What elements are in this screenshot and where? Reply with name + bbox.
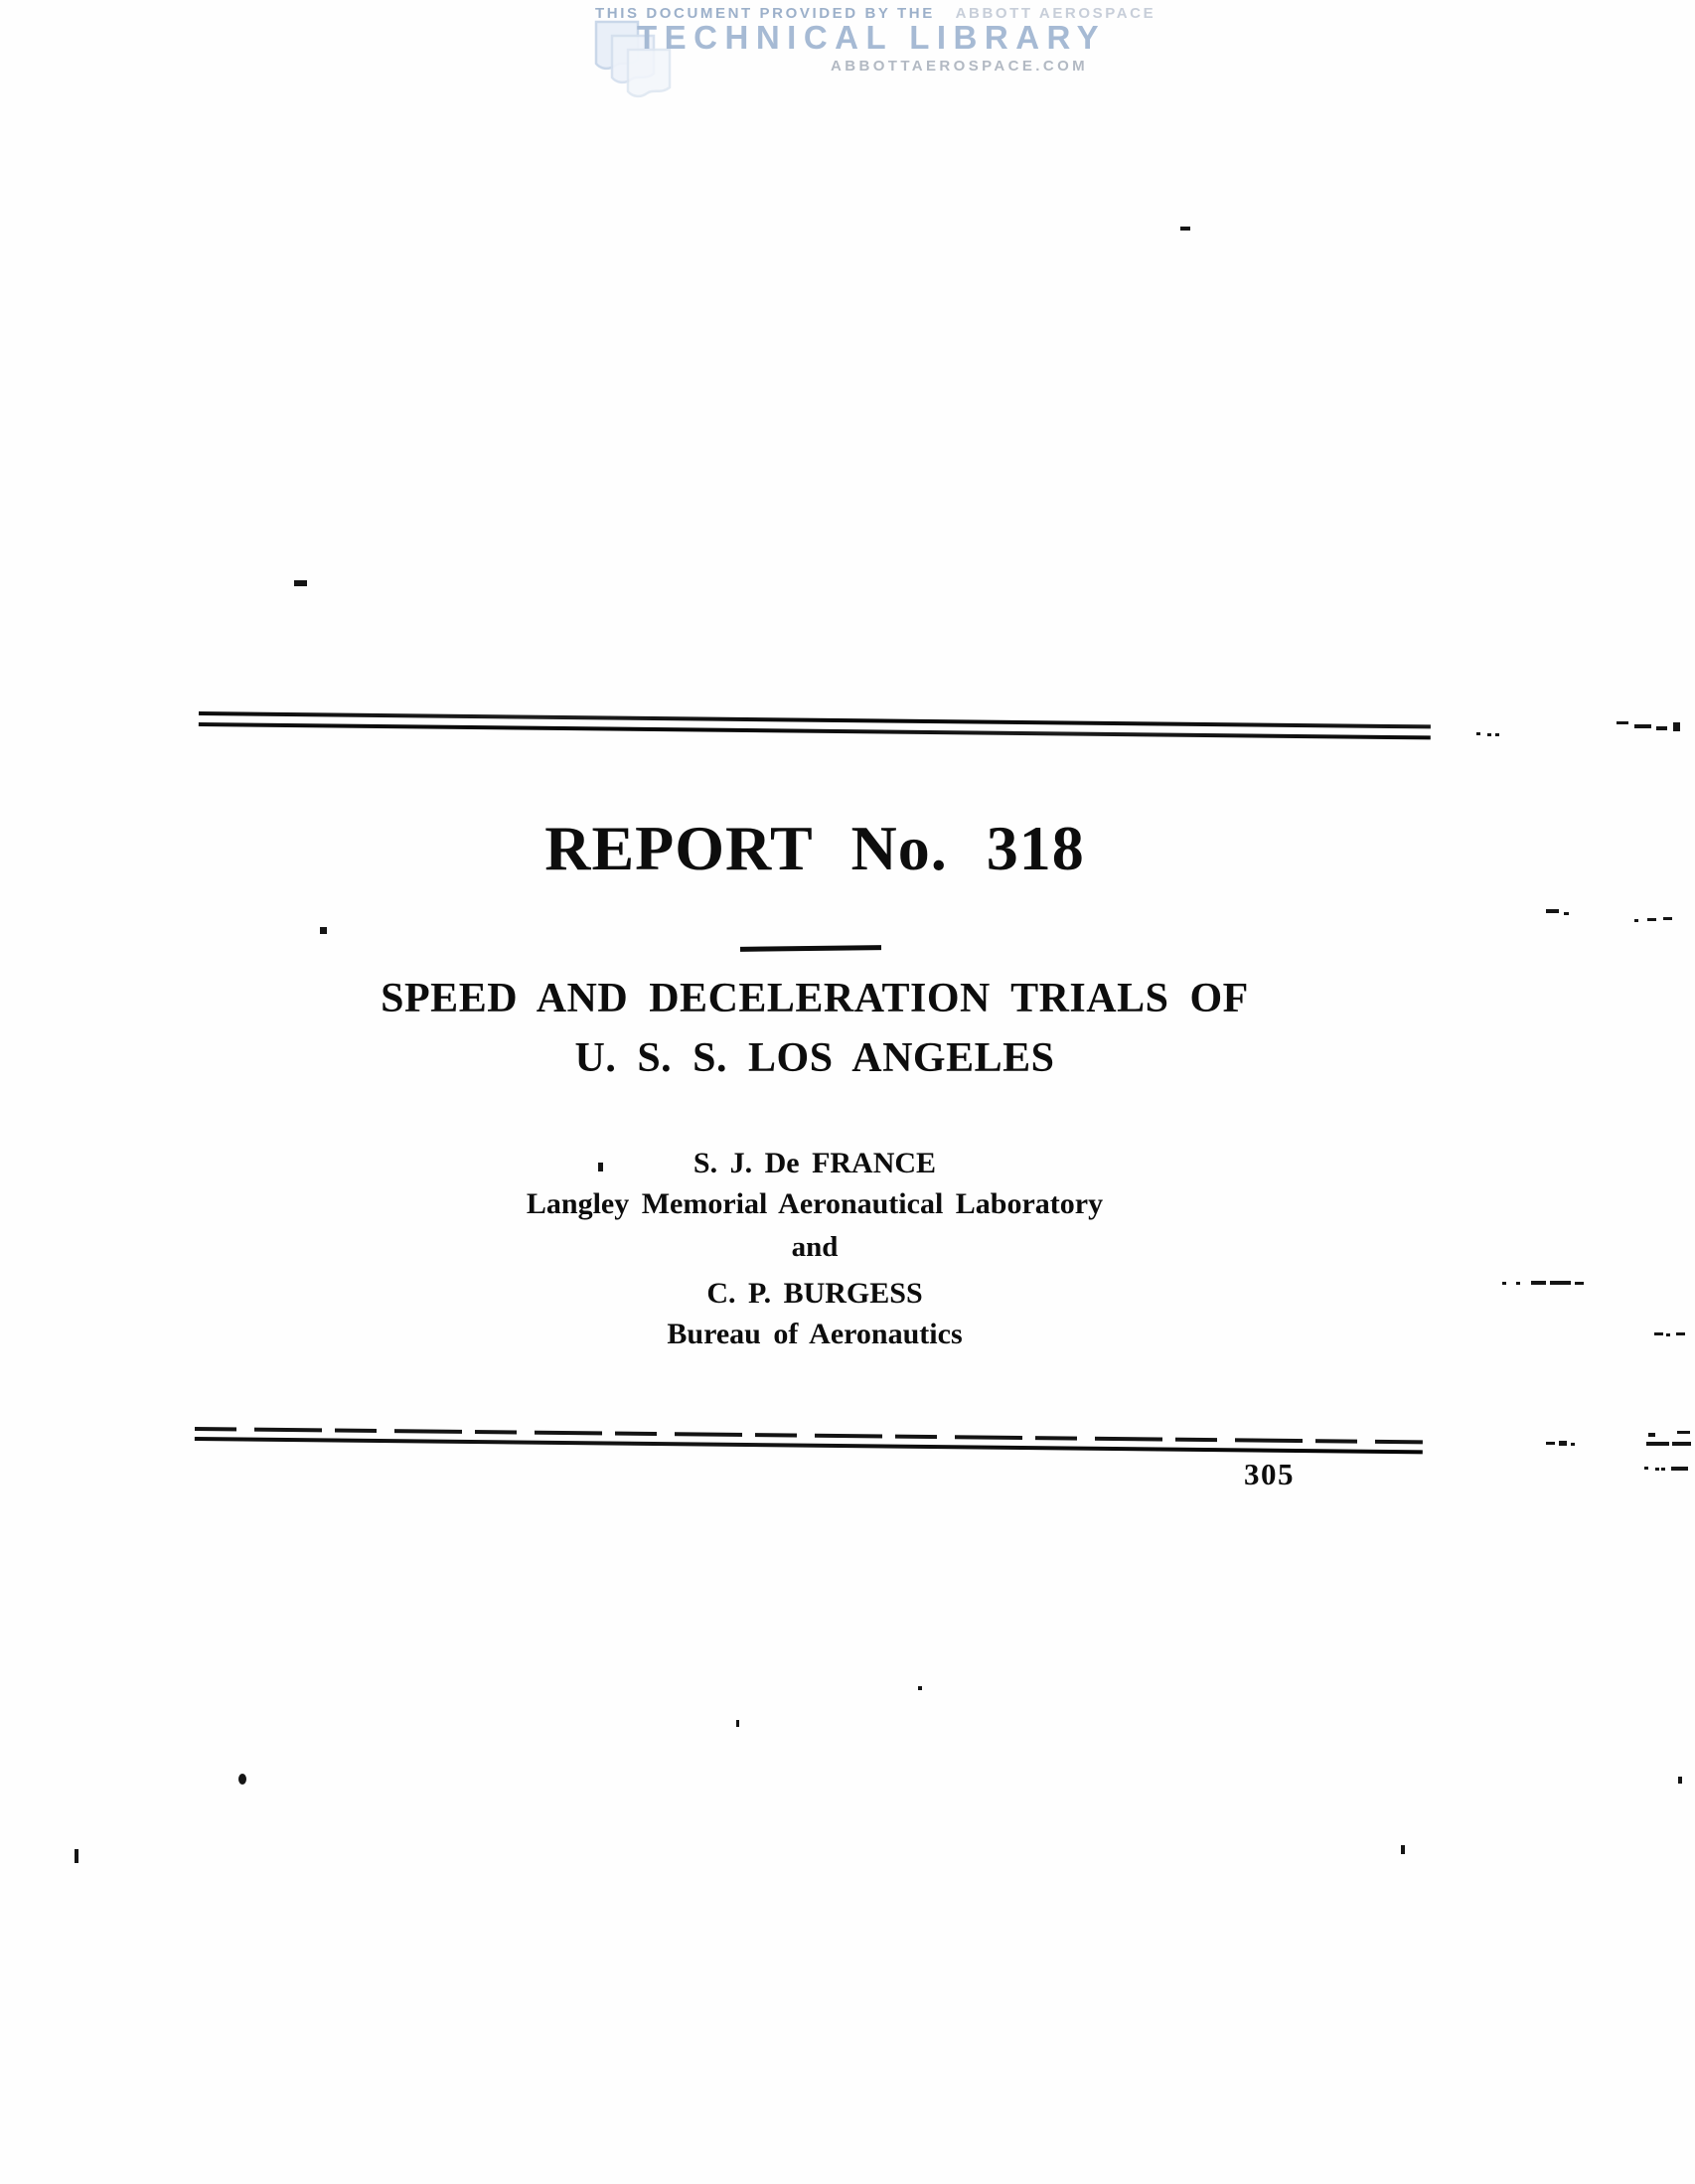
watermark-prefix-text: THIS DOCUMENT PROVIDED BY THE: [595, 5, 935, 22]
watermark-provider-name: ABBOTT AEROSPACE: [955, 5, 1156, 22]
scan-artifact: [1487, 733, 1491, 736]
scan-artifact: [238, 1774, 246, 1785]
scan-artifact: [75, 1849, 78, 1863]
page-number: 305: [1244, 1457, 1295, 1491]
scan-artifact: [1663, 917, 1672, 920]
title-divider-rule: [740, 945, 881, 952]
scan-artifact: [294, 580, 307, 586]
scan-artifact: [1648, 1433, 1655, 1437]
report-title-line-2: U. S. S. LOS ANGELES: [574, 1035, 1055, 1081]
scan-artifact: [1546, 909, 1559, 913]
scan-artifact: [918, 1686, 922, 1690]
top-double-rule: [199, 711, 1431, 739]
scan-artifact: [1661, 1468, 1665, 1471]
watermark-website: ABBOTTAEROSPACE.COM: [831, 58, 1089, 75]
scan-artifact: [1550, 1281, 1571, 1285]
scan-artifact: [1495, 733, 1499, 736]
author-affiliation-1: Langley Memorial Aeronautical Laboratory: [526, 1187, 1104, 1220]
scan-artifact: [1666, 1333, 1670, 1336]
scan-artifact: [736, 1720, 739, 1727]
scan-artifact: [1531, 1281, 1546, 1285]
watermark-library-title: TECHNICAL LIBRARY: [637, 19, 1107, 56]
scan-artifact: [1502, 1282, 1506, 1285]
author-name-2: C. P. BURGESS: [706, 1277, 923, 1310]
scan-artifact: [1516, 1282, 1520, 1285]
scan-artifact: [1646, 1442, 1669, 1446]
scan-artifact: [1671, 1467, 1688, 1471]
scan-artifact: [1673, 722, 1680, 731]
scan-artifact: [1677, 1431, 1690, 1434]
scan-artifact: [1476, 732, 1480, 735]
scan-artifact: [1617, 721, 1628, 724]
author-affiliation-2: Bureau of Aeronautics: [667, 1318, 963, 1350]
scan-artifact: [320, 927, 327, 934]
scan-artifact: [1401, 1845, 1405, 1854]
bottom-double-rule: [195, 1427, 1423, 1454]
scan-artifact: [1656, 726, 1667, 730]
scan-artifact: [1647, 918, 1656, 921]
scan-artifact: [1676, 1332, 1685, 1335]
scan-artifact: [1634, 919, 1638, 922]
scan-artifact: [1571, 1443, 1575, 1446]
scan-artifact: [1655, 1468, 1659, 1471]
scan-artifact: [1678, 1777, 1682, 1784]
scan-artifact: [598, 1163, 603, 1171]
scan-artifact: [1672, 1442, 1691, 1446]
scan-artifact: [1546, 1442, 1555, 1445]
scan-artifact: [1575, 1282, 1584, 1285]
author-name-1: S. J. De FRANCE: [693, 1147, 937, 1179]
authors-conjunction: and: [791, 1231, 839, 1263]
scan-artifact: [1559, 1441, 1567, 1446]
scan-artifact: [1564, 912, 1569, 915]
scan-artifact: [1634, 724, 1651, 728]
report-number-heading: REPORT No. 318: [544, 813, 1085, 883]
scan-artifact: [1654, 1332, 1663, 1335]
report-title-line-1: SPEED AND DECELERATION TRIALS OF: [381, 976, 1249, 1021]
scan-artifact: [1644, 1467, 1648, 1470]
watermark-header: [0, 0, 1156, 129]
scan-artifact: [1180, 227, 1190, 231]
